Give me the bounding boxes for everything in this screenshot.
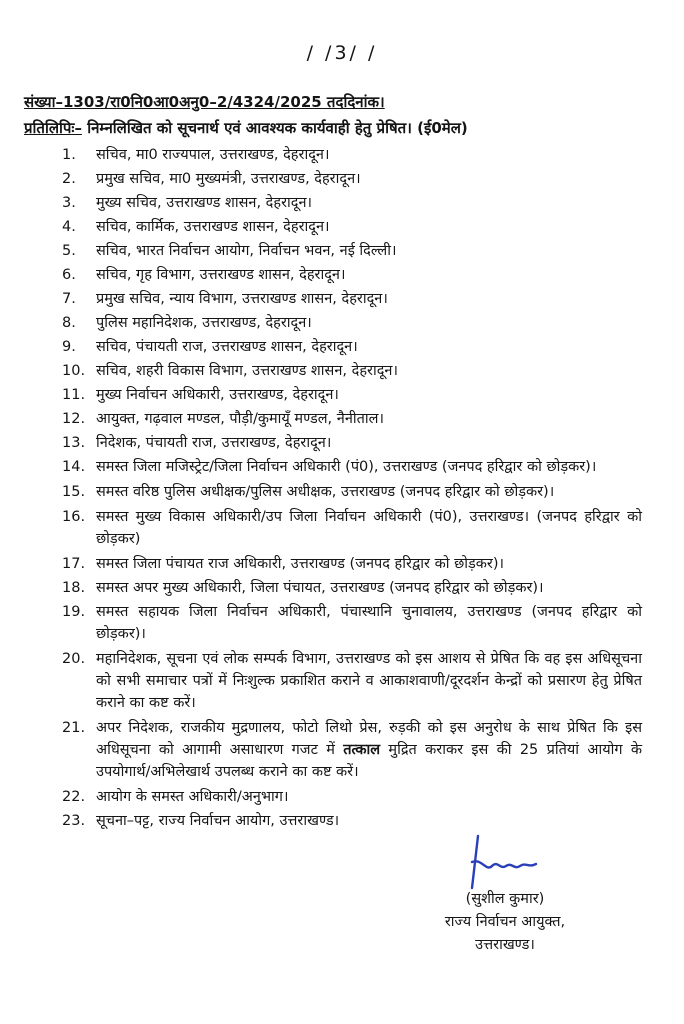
item-number: 4.	[62, 219, 76, 235]
list-item	[62, 288, 642, 310]
list-item	[62, 360, 642, 382]
item-text-after: मुद्रित कराकर इस की 25 प्रतियां आयोग के उपयोगार्थ/अभिलेखार्थ उपलब्ध कराने का कष्ट करें।	[96, 742, 642, 780]
list-item	[62, 717, 642, 783]
copy-heading-prefix: प्रतिलिपिः–	[24, 119, 82, 137]
list-item	[62, 481, 642, 503]
list-item	[62, 384, 642, 406]
item-number: 9.	[62, 339, 76, 355]
recipient-list	[62, 144, 642, 834]
list-item	[62, 144, 642, 166]
item-number: 22.	[62, 789, 86, 805]
item-number: 20.	[62, 651, 86, 667]
signatory-designation: राज्य निर्वाचन आयुक्त,	[444, 914, 566, 930]
list-item	[62, 240, 642, 262]
item-text: सचिव, मा0 राज्यपाल, उत्तराखण्ड, देहरादून।	[96, 147, 330, 163]
item-text-bold: तत्काल	[343, 742, 381, 758]
item-number: 21.	[62, 720, 86, 736]
item-number: 19.	[62, 604, 86, 620]
page-number: / /3/ /	[306, 42, 378, 64]
list-item	[62, 192, 642, 214]
copy-heading	[24, 118, 664, 138]
item-text-before: अपर निदेशक, राजकीय मुद्रणालय, फोटो लिथो प्रेस, रुड़की को इस अनुरोध के साथ प्रेषित कि इस अधिसूचना को आगामी असाधारण गजट में	[96, 720, 642, 758]
item-number: 12.	[62, 411, 86, 427]
copy-heading-text: निम्नलिखित को सूचनार्थ एवं आवश्यक कार्यवाही हेतु प्रेषित। (ई0मेल)	[81, 119, 468, 137]
list-item	[62, 577, 642, 599]
list-item	[62, 553, 642, 575]
item-number: 17.	[62, 556, 86, 572]
item-text: महानिदेशक, सूचना एवं लोक सम्पर्क विभाग, उत्तराखण्ड को इस आशय से प्रेषित कि वह इस अधिसूचना को सभी समाचार पत्रों में निःशुल्क प्रकाशित कराने व आकाशवाणी/दूरदर्शन केन्द्रों को प्रसारण हेतु प्रेषित कराने का कष्ट करें।	[96, 651, 642, 711]
reference-number: संख्या–1303/रा0नि0आ0अनु0–2/4324/2025 तददिनांक।	[24, 93, 385, 111]
list-item	[62, 264, 642, 286]
item-number: 15.	[62, 484, 86, 500]
item-number: 10.	[62, 363, 86, 379]
item-number: 11.	[62, 387, 86, 403]
item-number: 23.	[62, 813, 86, 829]
list-item	[62, 168, 642, 190]
item-number: 14.	[62, 459, 86, 475]
item-number: 6.	[62, 267, 76, 283]
item-number: 18.	[62, 580, 86, 596]
item-text: समस्त अपर मुख्य अधिकारी, जिला पंचायत, उत्तराखण्ड (जनपद हरिद्वार को छोड़कर)।	[96, 580, 544, 596]
item-text: मुख्य निर्वाचन अधिकारी, उत्तराखण्ड, देहरादून।	[96, 387, 339, 403]
signatory-name: (सुशील कुमार)	[465, 891, 545, 907]
item-text: सूचना–पट्ट, राज्य निर्वाचन आयोग, उत्तराखण्ड।	[96, 813, 340, 829]
list-item	[62, 312, 642, 334]
item-text: समस्त वरिष्ठ पुलिस अधीक्षक/पुलिस अधीक्षक, उत्तराखण्ड (जनपद हरिद्वार को छोड़कर)।	[96, 484, 555, 500]
item-text: समस्त सहायक जिला निर्वाचन अधिकारी, पंचास्थानि चुनावालय, उत्तराखण्ड (जनपद हरिद्वार को छोड़कर)।	[96, 604, 642, 642]
item-number: 5.	[62, 243, 76, 259]
item-text: सचिव, कार्मिक, उत्तराखण्ड शासन, देहरादून।	[96, 219, 330, 235]
item-number: 7.	[62, 291, 76, 307]
list-item	[62, 648, 642, 714]
list-item	[62, 810, 642, 832]
list-item	[62, 216, 642, 238]
list-item	[62, 408, 642, 430]
item-text: समस्त मुख्य विकास अधिकारी/उप जिला निर्वाचन अधिकारी (पं0), उत्तराखण्ड। (जनपद हरिद्वार को छोड़कर)	[96, 509, 642, 547]
list-item	[62, 506, 642, 550]
item-text: पुलिस महानिदेशक, उत्तराखण्ड, देहरादून।	[96, 315, 312, 331]
item-text: आयोग के समस्त अधिकारी/अनुभाग।	[96, 789, 289, 805]
item-text: निदेशक, पंचायती राज, उत्तराखण्ड, देहरादून।	[96, 435, 332, 451]
item-text: आयुक्त, गढ़वाल मण्डल, पौड़ी/कुमायूँ मण्डल, नैनीताल।	[96, 411, 384, 427]
signature-stroke	[472, 836, 536, 888]
signature-block	[420, 888, 590, 957]
item-text: मुख्य सचिव, उत्तराखण्ड शासन, देहरादून।	[96, 195, 312, 211]
item-number: 1.	[62, 147, 76, 163]
item-text: प्रमुख सचिव, न्याय विभाग, उत्तराखण्ड शासन, देहरादून।	[96, 291, 388, 307]
signature-mark	[456, 832, 556, 892]
list-item	[62, 336, 642, 358]
item-text: सचिव, गृह विभाग, उत्तराखण्ड शासन, देहरादून।	[96, 267, 346, 283]
item-text: समस्त जिला पंचायत राज अधिकारी, उत्तराखण्ड (जनपद हरिद्वार को छोड़कर)।	[96, 556, 504, 572]
list-item	[62, 601, 642, 645]
list-item	[62, 456, 642, 478]
item-number: 16.	[62, 509, 86, 525]
item-number: 8.	[62, 315, 76, 331]
item-text: प्रमुख सचिव, मा0 मुख्यमंत्री, उत्तराखण्ड, देहरादून।	[96, 171, 361, 187]
item-number: 3.	[62, 195, 76, 211]
list-item	[62, 432, 642, 454]
item-text: सचिव, भारत निर्वाचन आयोग, निर्वाचन भवन, नई दिल्ली।	[96, 243, 397, 259]
item-text: समस्त जिला मजिस्ट्रेट/जिला निर्वाचन अधिकारी (पं0), उत्तराखण्ड (जनपद हरिद्वार को छोड़कर)।	[96, 459, 597, 475]
item-text: सचिव, पंचायती राज, उत्तराखण्ड शासन, देहरादून।	[96, 339, 358, 355]
item-text: सचिव, शहरी विकास विभाग, उत्तराखण्ड शासन, देहरादून।	[96, 363, 398, 379]
signatory-state: उत्तराखण्ड।	[475, 937, 535, 953]
list-item	[62, 786, 642, 808]
item-number: 2.	[62, 171, 76, 187]
item-number: 13.	[62, 435, 86, 451]
